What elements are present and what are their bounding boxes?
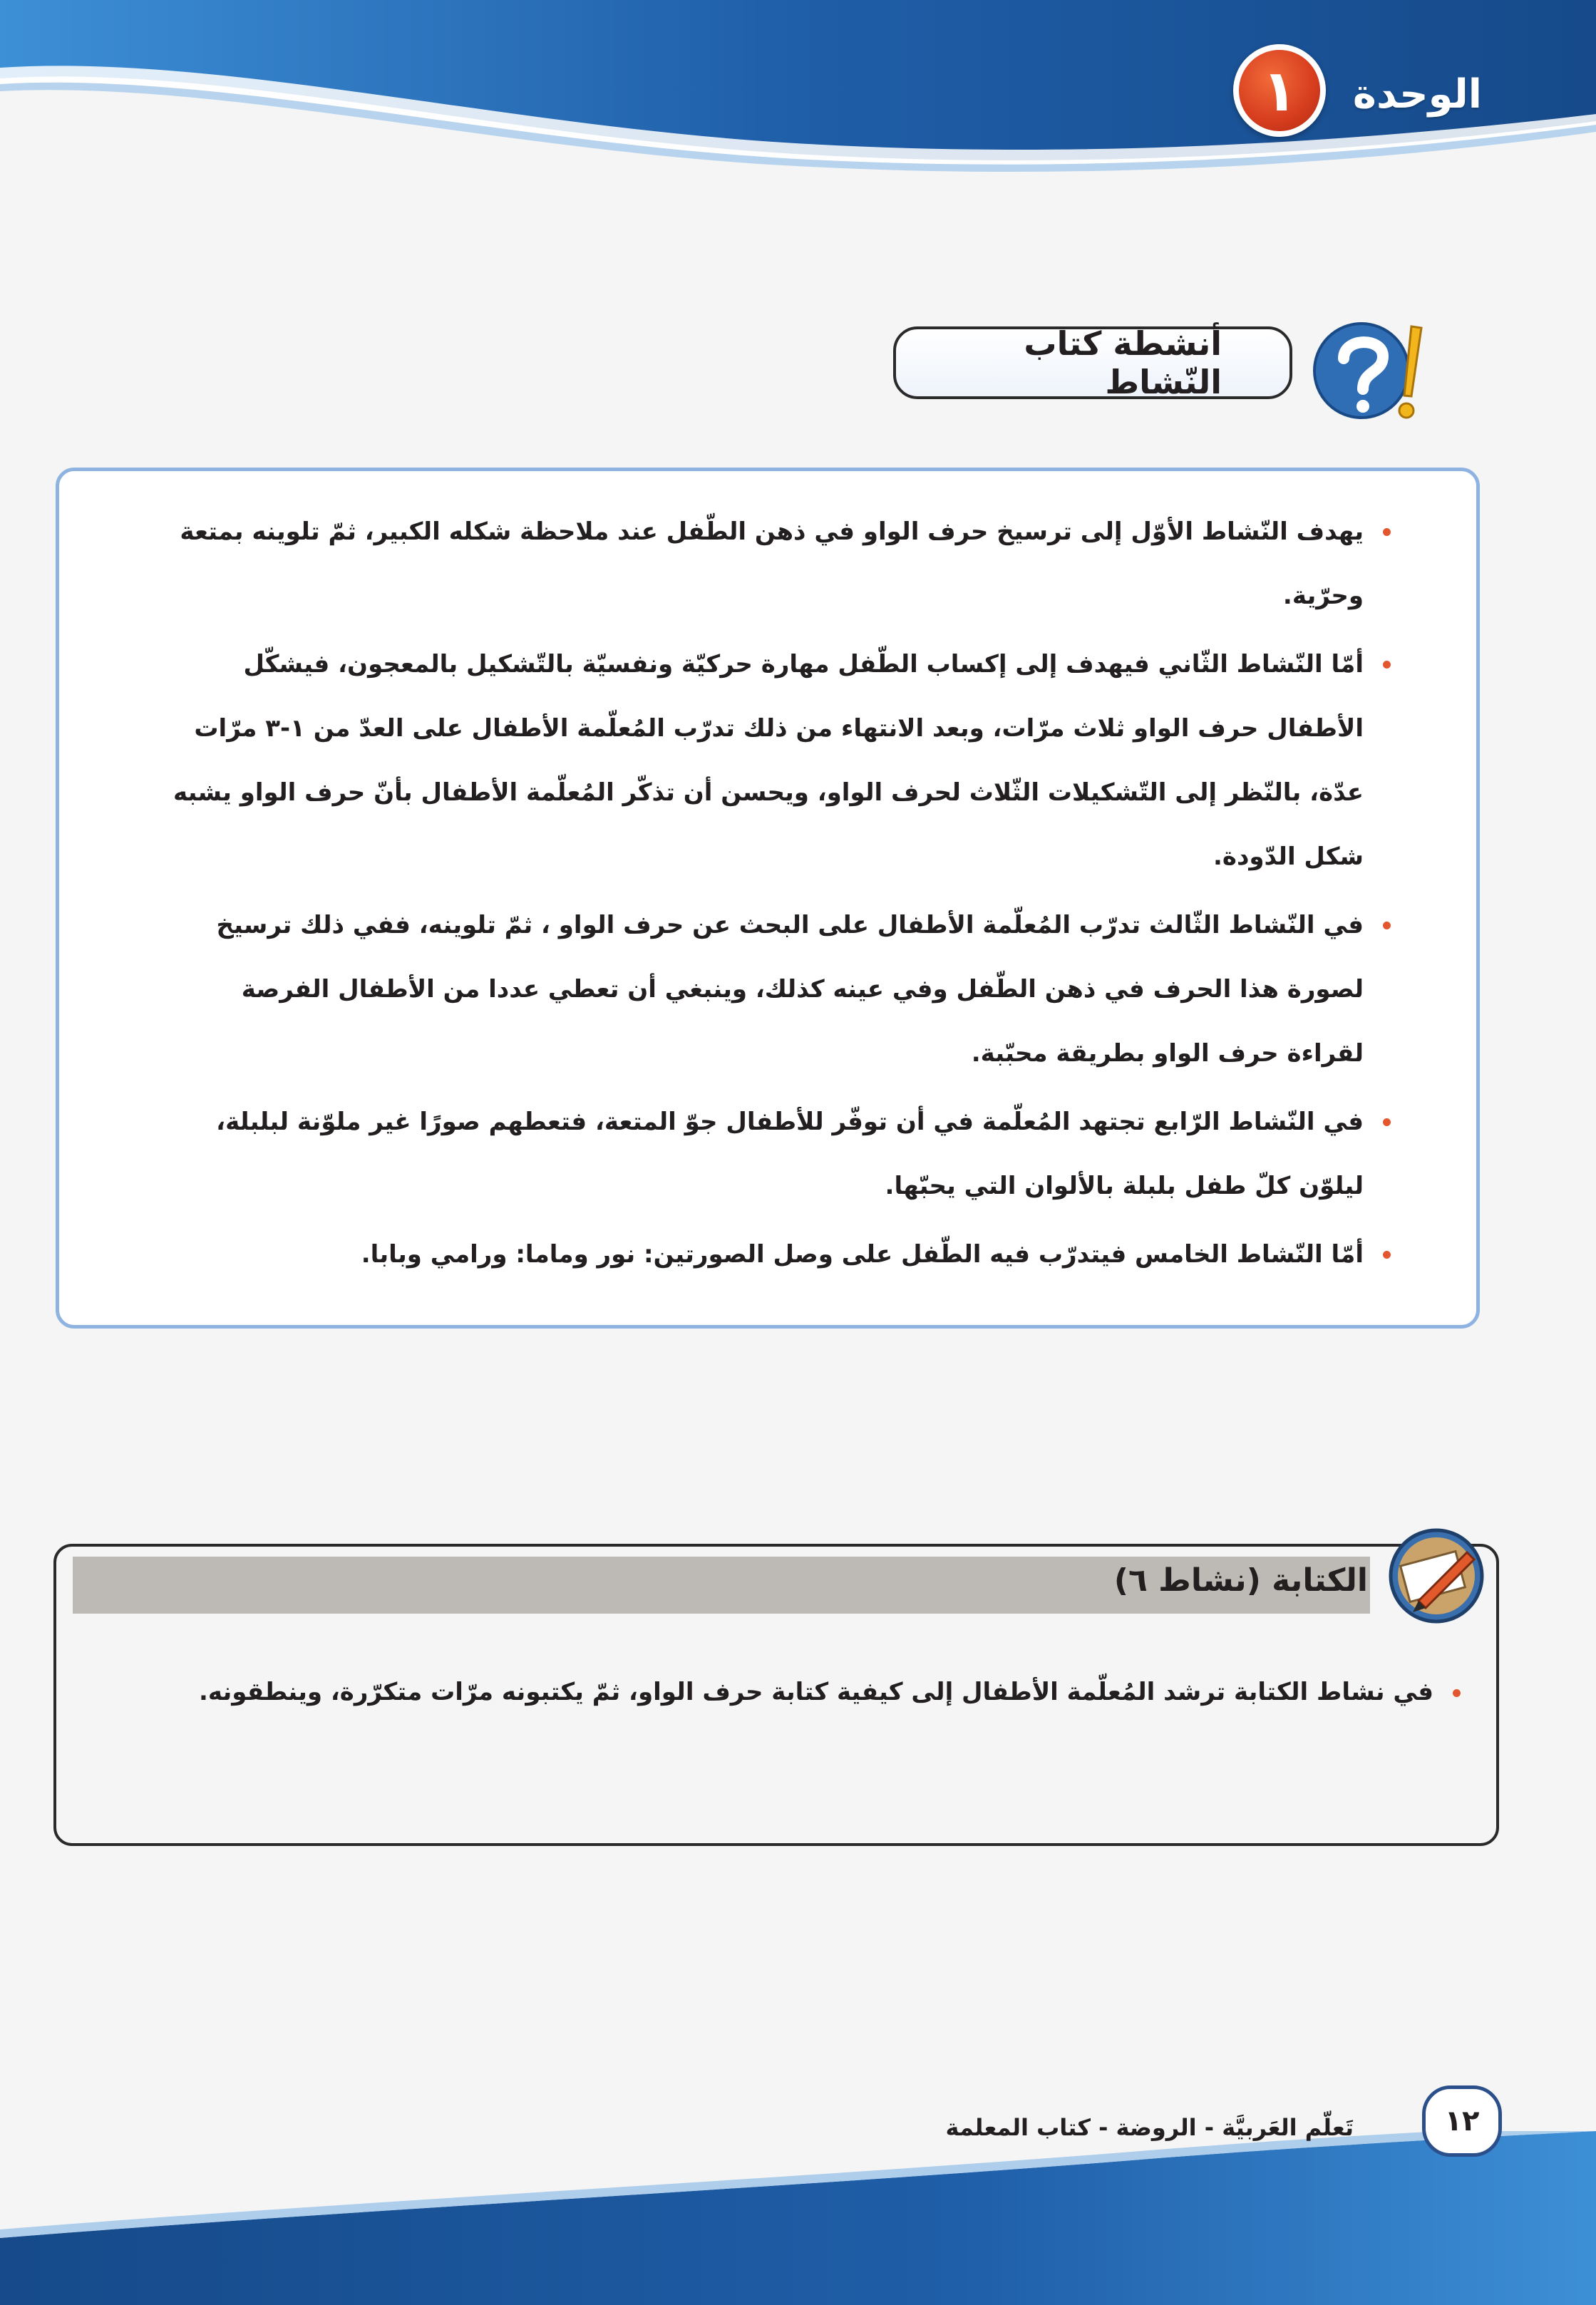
activities-list bbox=[165, 500, 1391, 1291]
question-icon bbox=[1304, 312, 1433, 426]
activity-item-4: في النّشاط الرّابع تجتهد المُعلّمة في أن توفّر للأطفال جوّ المتعة، فتعطهم صورًا غير ملوّنة لبلبلة، ليلوّن كلّ طفل بلبلة بالألوان التي يحبّها. bbox=[165, 1090, 1391, 1218]
activity-item-2: أمّا النّشاط الثّاني فيهدف إلى إكساب الطّفل مهارة حركيّة ونفسيّة بالتّشكيل بالمعجون، فيشكّل الأطفال حرف الواو ثلاث مرّات، وبعد الانتهاء من ذلك تدرّب المُعلّمة الأطفال على العدّ من ١-٣ مرّات عدّة، بالنّظر إلى التّشكيلات الثّلاث لحرف الواو، ويحسن أن تذكّر المُعلّمة الأطفال بأنّ حرف الواو يشبه شكل الدّودة. bbox=[165, 632, 1391, 889]
footer-book-title: تَعلّم العَربيَّة - الروضة - كتاب المعلمة bbox=[945, 2114, 1354, 2141]
activity-item-1: يهدف النّشاط الأوّل إلى ترسيخ حرف الواو في ذهن الطّفل عند ملاحظة شكله الكبير، ثمّ تلوينه بمتعة وحرّية. bbox=[165, 500, 1391, 628]
section-title: أنشطة كتاب النّشاط bbox=[1024, 324, 1222, 401]
writing-title: الكتابة (نشاط ٦) bbox=[1113, 1562, 1368, 1599]
activity-item-5: أمّا النّشاط الخامس فيتدرّب فيه الطّفل على وصل الصورتين: نور وماما: ورامي وبابا. bbox=[165, 1222, 1391, 1286]
activity-item-3: في النّشاط الثّالث تدرّب المُعلّمة الأطفال على البحث عن حرف الواو ، ثمّ تلوينه، ففي ذلك ترسيخ لصورة هذا الحرف في ذهن الطّفل وفي عينه كذلك، وينبغي أن تعطي عددا من الأطفال الفرصة لقراءة حرف الواو بطريقة محبّبة. bbox=[165, 893, 1391, 1086]
unit-title: الوحدة bbox=[1352, 71, 1482, 118]
unit-number-badge: ١ bbox=[1233, 44, 1326, 137]
activities-box bbox=[56, 468, 1480, 1329]
page-number: ١٢ bbox=[1422, 2085, 1502, 2157]
writing-text: في نشاط الكتابة ترشد المُعلّمة الأطفال إلى كيفية كتابة حرف الواو، ثمّ يكتبونه مرّات متكرّرة، وينطقونه. bbox=[192, 1664, 1461, 1721]
pencil-icon bbox=[1376, 1522, 1497, 1629]
section-title-pill bbox=[893, 326, 1292, 399]
footer-band bbox=[0, 2131, 1596, 2305]
